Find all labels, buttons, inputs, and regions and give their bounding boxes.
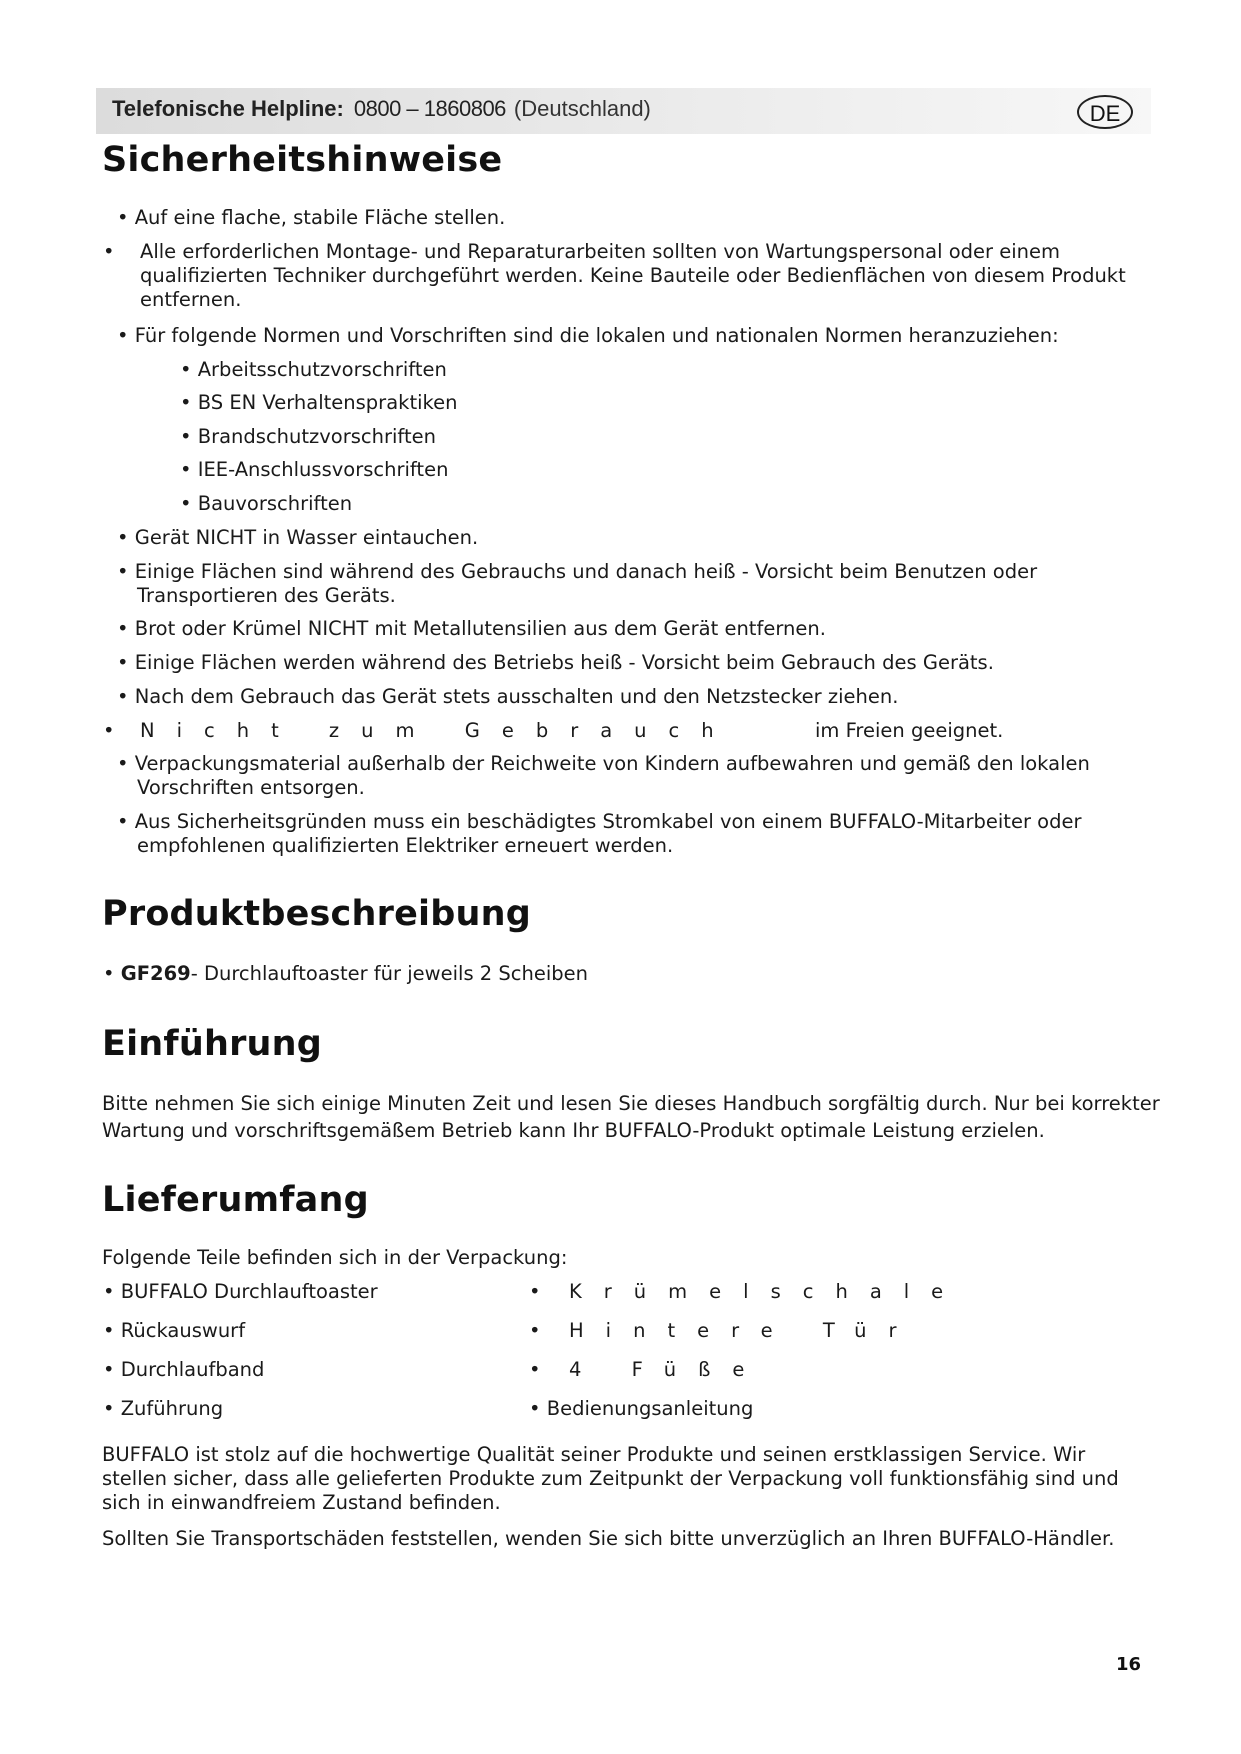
- section-title-product: Produktbeschreibung: [102, 894, 531, 934]
- bullet-glyph: •: [529, 1319, 541, 1342]
- sub-list-item: • BS EN Verhaltenspraktiken: [180, 391, 457, 415]
- list-item: • Gerät NICHT in Wasser eintauchen.: [117, 526, 478, 550]
- contents-item: Hintere Tür: [569, 1319, 919, 1342]
- product-line: • GF269- Durchlauftoaster für jeweils 2 Scheiben: [103, 962, 589, 985]
- sub-list-item: • Arbeitsschutzvorschriften: [180, 358, 447, 382]
- sub-list-item: • Brandschutzvorschriften: [180, 425, 436, 449]
- list-item: • Einige Flächen werden während des Betriebs heiß - Vorsicht beim Gebrauch des Geräts.: [117, 651, 994, 675]
- product-code: GF269: [120, 962, 191, 985]
- contents-item: • Durchlaufband: [103, 1358, 264, 1382]
- sub-list-item: • Bauvorschriften: [180, 492, 352, 516]
- bullet-glyph: •: [103, 240, 115, 263]
- contents-item: • Bedienungsanleitung: [529, 1397, 753, 1421]
- contents-item: 4 Füße: [569, 1358, 767, 1381]
- section-title-intro: Einführung: [102, 1024, 323, 1064]
- quality-paragraph: BUFFALO ist stolz auf die hochwertige Qualität seiner Produkte und seinen erstklassigen Service. Wir stellen sicher, dass alle gelieferten Produkte zum Zeitpunkt der Verpackung voll funktionsfähig sind und sich in einwandfreiem Zustand befinden.: [102, 1443, 1119, 1514]
- list-item: • Einige Flächen sind während des Gebrauchs und danach heiß - Vorsicht beim Benutzen oder Transportieren des Geräts.: [117, 560, 1137, 608]
- contents-item: • Zuführung: [103, 1397, 223, 1421]
- list-item: • Brot oder Krümel NICHT mit Metallutensilien aus dem Gerät entfernen.: [117, 617, 826, 641]
- list-item: • Aus Sicherheitsgründen muss ein beschädigtes Stromkabel von einem BUFFALO-Mitarbeiter oder empfohlenen qualifizierten Elektriker erneuert werden.: [117, 810, 1137, 858]
- helpline-country: (Deutschland): [513, 96, 651, 121]
- list-item-suffix: im Freien geeignet.: [815, 719, 1004, 742]
- bullet-glyph: •: [103, 719, 115, 742]
- contents-item: • BUFFALO Durchlauftoaster: [103, 1280, 378, 1304]
- contents-intro: Folgende Teile befinden sich in der Verpackung:: [102, 1246, 568, 1269]
- list-item: • Auf eine flache, stabile Fläche stellen.: [117, 206, 505, 230]
- transport-paragraph: Sollten Sie Transportschäden feststellen, wenden Sie sich bitte unverzüglich an Ihren BUFFALO-Händler.: [102, 1527, 1115, 1550]
- helpline-header: [96, 88, 1151, 134]
- list-item: • Verpackungsmaterial außerhalb der Reichweite von Kindern aufbewahren und gemäß den lokalen Vorschriften entsorgen.: [117, 752, 1137, 800]
- bullet-glyph: •: [529, 1358, 541, 1381]
- intro-paragraph: Bitte nehmen Sie sich einige Minuten Zeit und lesen Sie dieses Handbuch sorgfältig durch. Nur bei korrekter Wartung und vorschriftsgemäßem Betrieb kann Ihr BUFFALO-Produkt optimale Leistung erzielen.: [102, 1092, 1160, 1142]
- product-description: - Durchlauftoaster für jeweils 2 Scheiben: [190, 962, 589, 985]
- page-number: 16: [1116, 1654, 1142, 1675]
- helpline-number: 0800 – 1860806: [353, 96, 506, 121]
- section-title-contents: Lieferumfang: [102, 1180, 369, 1220]
- bullet-glyph: •: [529, 1280, 541, 1303]
- list-item-spaced: Nicht zum Gebrauch: [140, 719, 736, 742]
- sub-list-item: • IEE-Anschlussvorschriften: [180, 458, 448, 482]
- list-item: • Nach dem Gebrauch das Gerät stets ausschalten und den Netzstecker ziehen.: [117, 685, 898, 709]
- contents-item: Krümelschale: [569, 1280, 966, 1303]
- helpline-label: Telefonische Helpline:: [112, 96, 344, 121]
- list-item: • Für folgende Normen und Vorschriften sind die lokalen und nationalen Normen heranzuziehen:: [117, 324, 1059, 348]
- list-item: Alle erforderlichen Montage- und Reparaturarbeiten sollten von Wartungspersonal oder einem qualifizierten Techniker durchgeführt werden. Keine Bauteile oder Bedienflächen von diesem Produkt entfernen.: [140, 240, 1126, 311]
- helpline-text: [112, 96, 651, 122]
- contents-item: • Rückauswurf: [103, 1319, 245, 1343]
- section-title-safety: Sicherheitshinweise: [102, 140, 503, 180]
- language-badge: DE: [1077, 95, 1133, 129]
